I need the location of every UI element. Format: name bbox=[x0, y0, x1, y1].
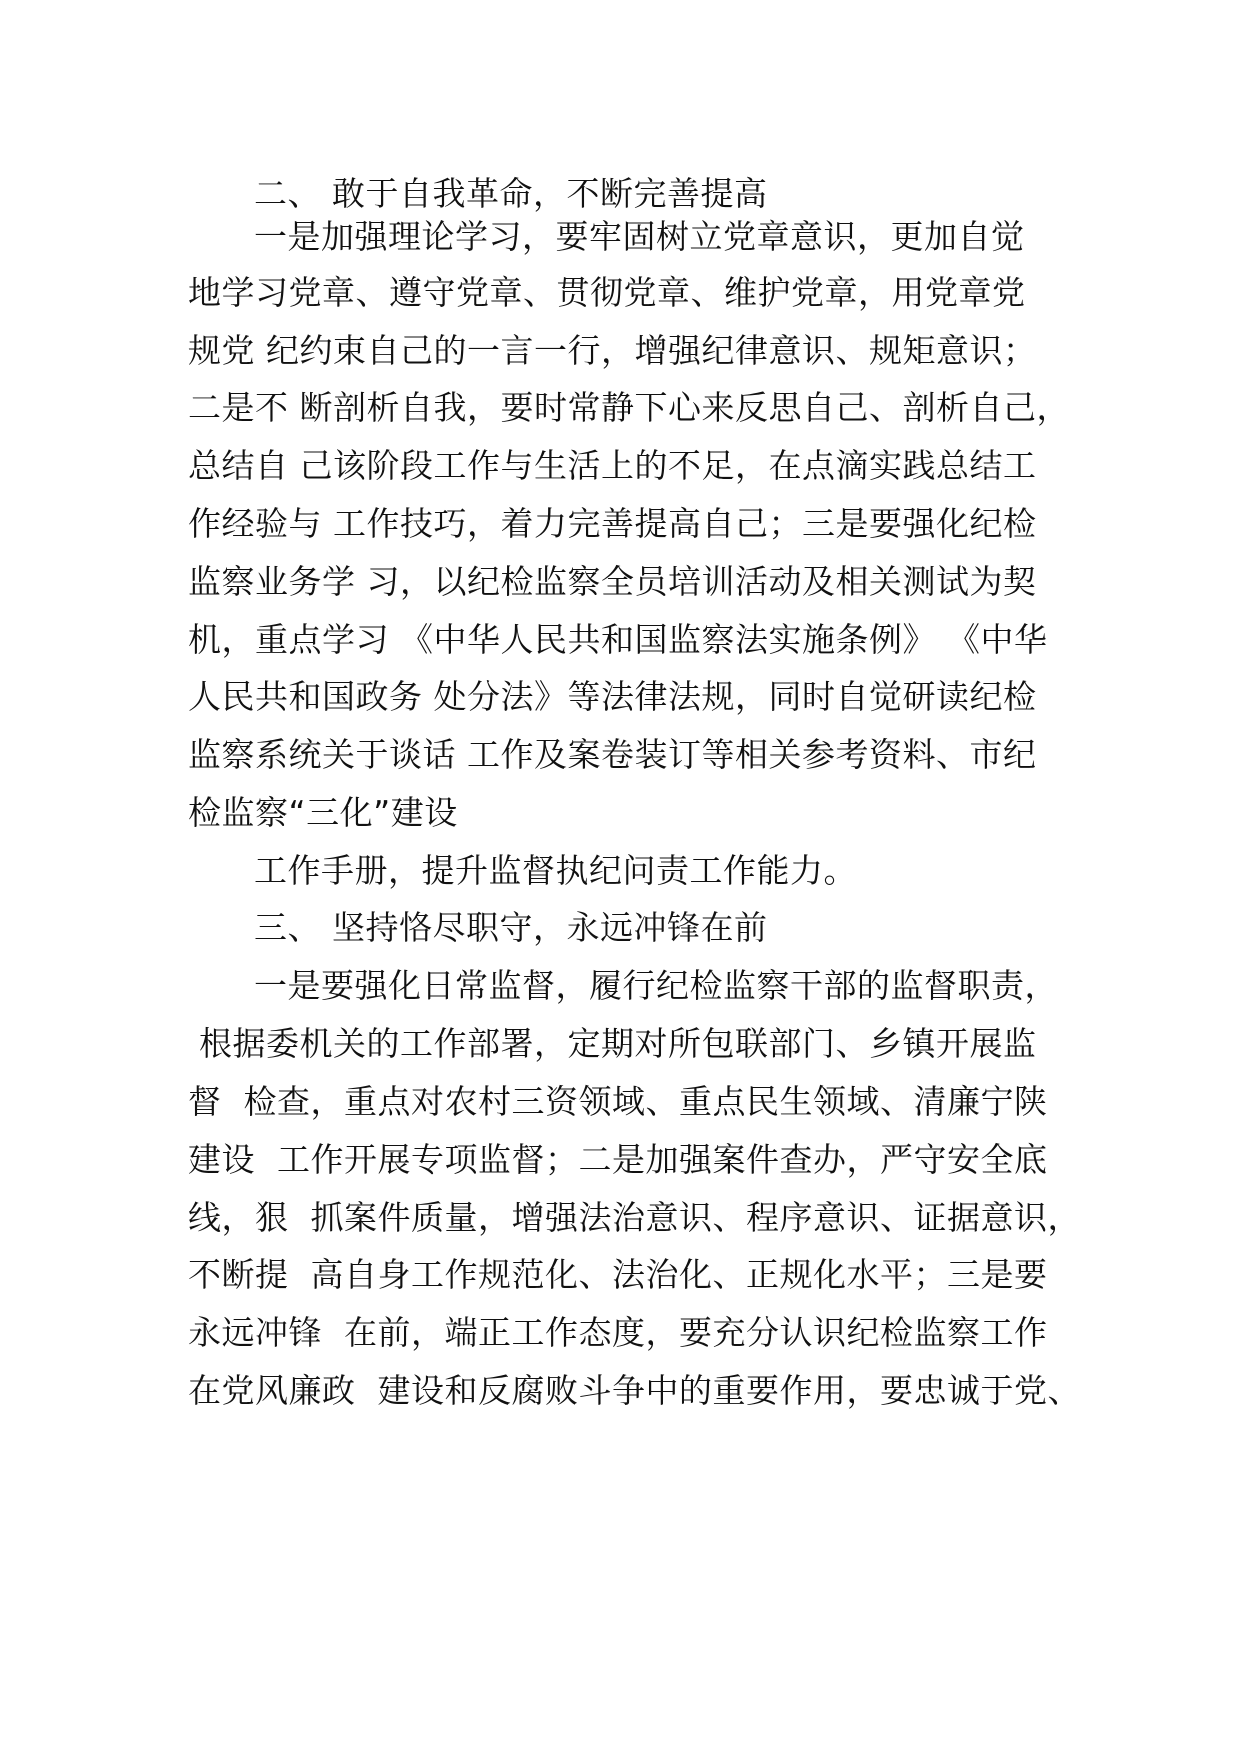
paragraph-line: 建设 工作开展专项监督；二是加强案件查办，严守安全底 bbox=[188, 1140, 1048, 1179]
paragraph-line: 人民共和国政务 处分法》等法律法规，同时自觉研读纪检 bbox=[188, 677, 1037, 716]
paragraph-line: 不断提 高自身工作规范化、法治化、正规化水平；三是要 bbox=[188, 1255, 1048, 1294]
paragraph-line: 地学习党章、遵守党章、贯彻党章、维护党章，用党章党 bbox=[188, 273, 1026, 312]
section-heading: 三、 坚持恪尽职守，永远冲锋在前 bbox=[254, 908, 768, 947]
paragraph-line: 线，狠 抓案件质量，增强法治意识、程序意识、证据意识， bbox=[188, 1198, 1081, 1237]
paragraph-line: 在党风廉政 建设和反腐败斗争中的重要作用，要忠诚于党、 bbox=[188, 1371, 1081, 1410]
paragraph-line: 一是要强化日常监督，履行纪检监察干部的监督职责， bbox=[254, 966, 1058, 1005]
paragraph-line: 二是不 断剖析自我，要时常静下心来反思自己、剖析自己， bbox=[188, 388, 1070, 427]
paragraph-line: 永远冲锋 在前，端正工作态度，要充分认识纪检监察工作 bbox=[188, 1313, 1048, 1352]
paragraph-line: 督 检查，重点对农村三资领域、重点民生领域、清廉宁陕 bbox=[188, 1082, 1048, 1121]
paragraph-line: 检监察“三化”建设 bbox=[188, 793, 458, 832]
section-heading: 二、 敢于自我革命，不断完善提高 bbox=[254, 174, 768, 213]
paragraph-line: 规党 纪约束自己的一言一行，增强纪律意识、规矩意识； bbox=[188, 331, 1037, 370]
paragraph-line: 机，重点学习 《中华人民共和国监察法实施条例》 《中华 bbox=[188, 620, 1048, 659]
paragraph-line: 监察业务学 习，以纪检监察全员培训活动及相关测试为契 bbox=[188, 562, 1037, 601]
paragraph-line: 一是加强理论学习，要牢固树立党章意识，更加自觉 bbox=[254, 217, 1025, 256]
paragraph-line: 工作手册，提升监督执纪问责工作能力。 bbox=[254, 851, 857, 890]
paragraph-line: 总结自 己该阶段工作与生活上的不足，在点滴实践总结工 bbox=[188, 446, 1037, 485]
paragraph-line: 监察系统关于谈话 工作及案卷装订等相关参考资料、市纪 bbox=[188, 735, 1037, 774]
paragraph-line: 作经验与 工作技巧，着力完善提高自己；三是要强化纪检 bbox=[188, 504, 1037, 543]
paragraph-line: 根据委机关的工作部署，定期对所包联部门、乡镇开展监 bbox=[188, 1024, 1037, 1063]
